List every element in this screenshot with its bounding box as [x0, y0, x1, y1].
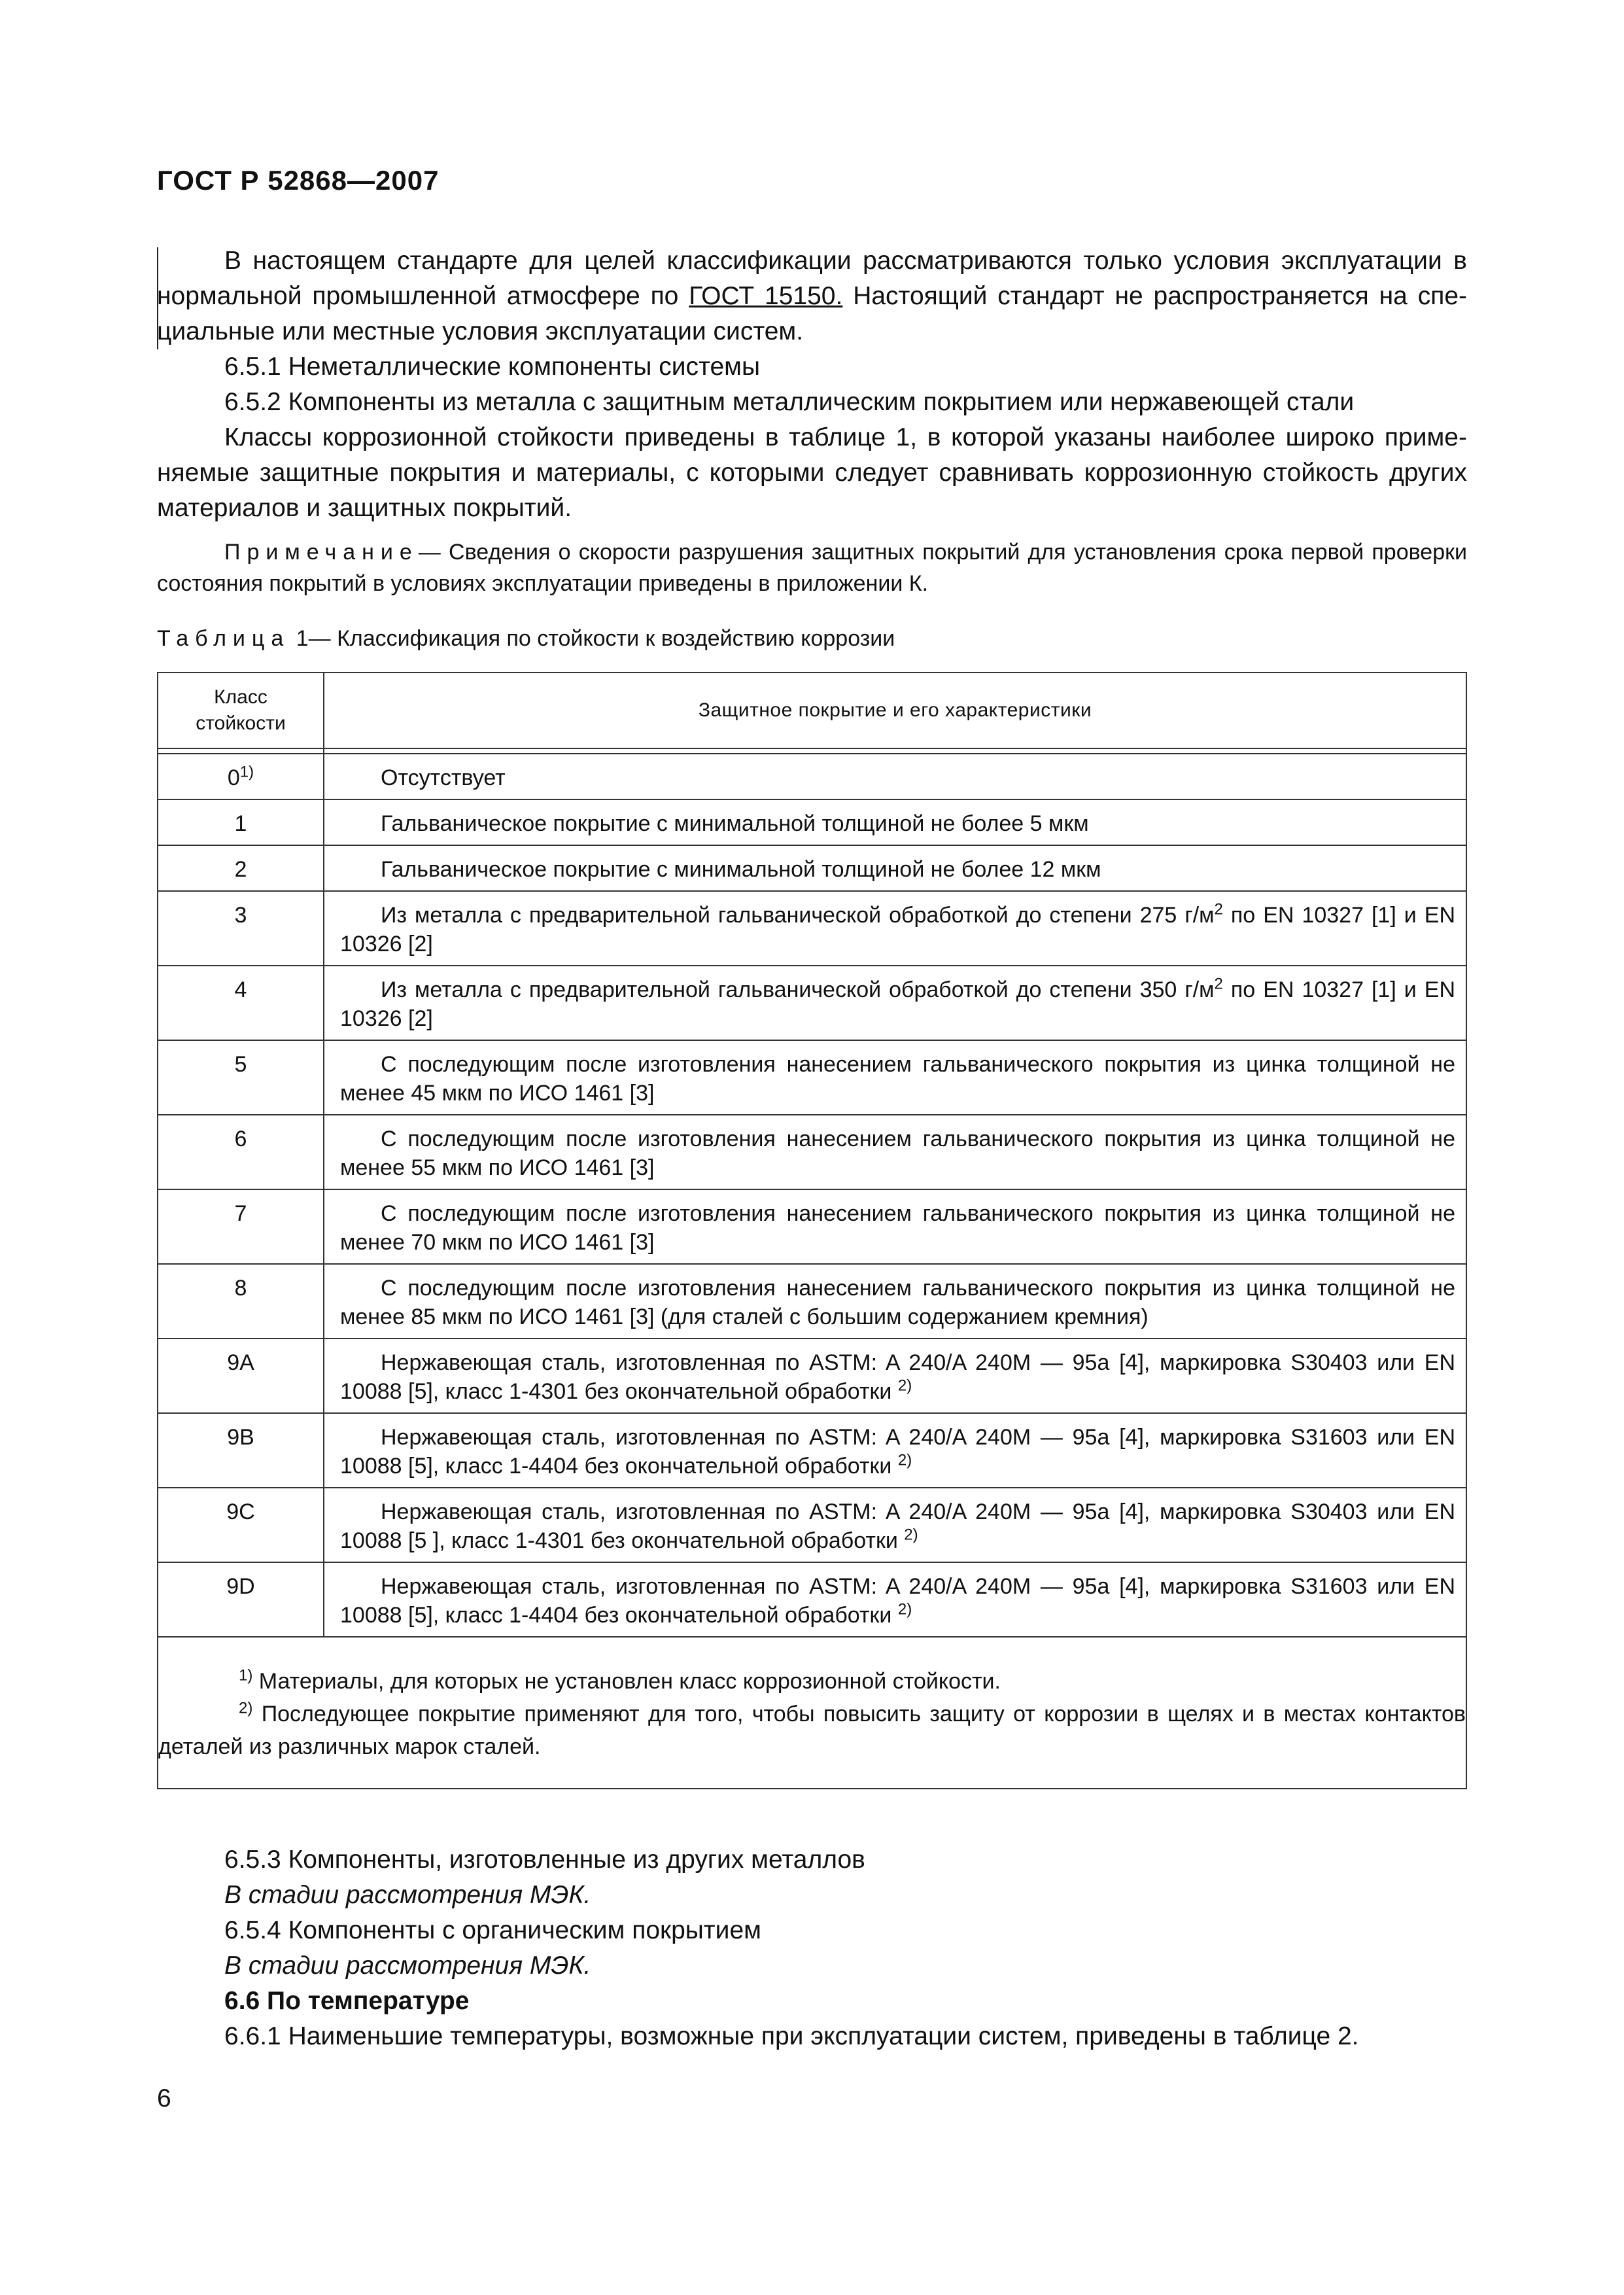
footnotes-cell	[158, 1637, 1466, 1789]
after-table-section	[157, 1842, 1467, 2054]
table-row	[158, 1562, 1466, 1637]
header-coating-cell: Защитное покрытие и его характеристики	[324, 673, 1466, 748]
note-text: — Сведения о скорости разрушения защитных покрытий для установления срока первой проверки состояния покрытий в условиях эксплуатации приведены в приложении К.	[157, 540, 1467, 596]
note-label: Примечание	[224, 540, 419, 565]
desc-superscript: 2)	[904, 1526, 918, 1544]
class-cell: 4	[158, 966, 324, 1040]
desc-part-b: по EN 10327 [1] и EN 10326 [2]	[340, 903, 1455, 956]
class-value: 0	[227, 765, 240, 790]
section-6-6-heading: 6.6 По температуре	[224, 1987, 470, 2015]
description-cell	[324, 1413, 1466, 1488]
table-row	[158, 799, 1466, 845]
description-cell: С последующим после изготовления нанесением гальванического покрытия из цинка толщиной не менее 45 мкм по ИСО 1461 [3]	[324, 1040, 1466, 1115]
class-cell: 5	[158, 1040, 324, 1115]
description-cell: С последующим после изготовления нанесением гальванического покрытия из цинка толщиной не менее 85 мкм по ИСО 1461 [3] (для сталей с большим содержанием кремния)	[324, 1264, 1466, 1339]
footnote-mark: 1)	[239, 1666, 253, 1685]
intro-paragraph	[157, 243, 1467, 349]
note-paragraph	[157, 536, 1467, 599]
class-cell: 2	[158, 845, 324, 891]
item-6-5-3-status: В стадии рассмотрения МЭК.	[224, 1881, 591, 1909]
intro-text-start: В настоящем стандарте для целей классификации рассматриваются только условия эксплуатации в нормальной промышленной атмосфере по	[157, 247, 1467, 310]
description-cell: С последующим после изготовления нанесением гальванического покрытия из цинка толщиной не менее 55 мкм по ИСО 1461 [3]	[324, 1115, 1466, 1189]
description-cell	[324, 1562, 1466, 1637]
table-row	[158, 891, 1466, 966]
page-number: 6	[157, 2084, 171, 2112]
table-footnotes-row	[158, 1637, 1466, 1789]
separator-cell	[324, 748, 1466, 754]
table-title-text: 1— Классификация по стойкости к воздействию коррозии	[296, 626, 895, 651]
class-footnote-mark: 1)	[239, 763, 254, 781]
description-cell	[324, 891, 1466, 966]
description-cell: Гальваническое покрытие с минимальной толщиной не более 5 мкм	[324, 799, 1466, 845]
class-cell: 9B	[158, 1413, 324, 1488]
desc-superscript: 2)	[897, 1451, 912, 1469]
header-class-line1: Класс	[214, 686, 268, 708]
desc-part-a: Нержавеющая сталь, изготовленная по ASTM: A 240/A 240M — 95a [4], маркировка S30403 или EN 10088 [5], класс 1-4301 без окончательной обработки	[340, 1350, 1455, 1404]
desc-part-a: Нержавеющая сталь, изготовленная по ASTM: A 240/A 240M — 95a [4], маркировка S31603 или EN 10088 [5], класс 1-4404 без окончательной обработки	[340, 1574, 1455, 1628]
item-6-5-2: 6.5.2 Компоненты из металла с защитным металлическим покрытием или нержавеющей стали	[224, 388, 1355, 416]
desc-part-a: Нержавеющая сталь, изготовленная по ASTM: A 240/A 240M — 95a [4], маркировка S31603 или EN 10088 [5], класс 1-4404 без окончательной обработки	[340, 1425, 1455, 1479]
item-6-5-4-status: В стадии рассмотрения МЭК.	[224, 1952, 591, 1980]
table-row	[158, 1189, 1466, 1264]
class-cell: 3	[158, 891, 324, 966]
corrosion-class-table	[157, 672, 1467, 1789]
item-6-5-1: 6.5.1 Неметаллические компоненты системы	[224, 353, 760, 381]
table-row	[158, 845, 1466, 891]
intro-section	[157, 243, 1467, 526]
class-cell	[158, 754, 324, 799]
document-code-header: ГОСТ Р 52868—2007	[157, 165, 440, 196]
footnote-text: Материалы, для которых не установлен класс коррозионной стойкости.	[252, 1669, 1001, 1694]
table-row	[158, 966, 1466, 1040]
table-row	[158, 1040, 1466, 1115]
description-cell: С последующим после изготовления нанесением гальванического покрытия из цинка толщиной не менее 70 мкм по ИСО 1461 [3]	[324, 1189, 1466, 1264]
item-6-5-3: 6.5.3 Компоненты, изготовленные из других металлов	[224, 1846, 865, 1874]
table-row	[158, 754, 1466, 799]
class-cell: 8	[158, 1264, 324, 1339]
table-row	[158, 1264, 1466, 1339]
description-cell	[324, 966, 1466, 1040]
separator-cell	[158, 748, 324, 754]
desc-superscript: 2	[1214, 900, 1223, 919]
footnote-2	[158, 1698, 1466, 1763]
class-cell: 6	[158, 1115, 324, 1189]
table-1-title	[157, 626, 895, 652]
header-class-line2: стойкости	[196, 712, 286, 734]
table-row	[158, 1339, 1466, 1413]
table-row	[158, 1413, 1466, 1488]
intro-text-end: Настоящий стандарт не распространяется на специальные или местные условия эксплуатации систем.	[157, 282, 1468, 345]
class-cell: 7	[158, 1189, 324, 1264]
footnote-1	[158, 1665, 1466, 1698]
description-cell	[324, 1339, 1466, 1413]
table-label: Таблица	[157, 626, 290, 651]
desc-part-a: Нержавеющая сталь, изготовленная по ASTM: A 240/A 240M — 95a [4], маркировка S30403 или EN 10088 [5 ], класс 1-4301 без окончательной обработки	[340, 1499, 1455, 1553]
desc-superscript: 2)	[897, 1376, 912, 1395]
class-cell: 9C	[158, 1488, 324, 1562]
gost-15150-link[interactable]: ГОСТ 15150.	[689, 282, 843, 310]
table-row	[158, 1115, 1466, 1189]
desc-part-a: Из металла с предварительной гальванической обработкой до степени 350 г/м	[381, 977, 1215, 1002]
header-class-cell	[158, 673, 324, 748]
class-cell: 9D	[158, 1562, 324, 1637]
class-cell: 9A	[158, 1339, 324, 1413]
footnote-text: Последующее покрытие применяют для того, чтобы повысить защиту от коррозии в щелях и в местах контактов деталей из различных марок сталей.	[158, 1702, 1466, 1759]
desc-superscript: 2	[1214, 975, 1223, 993]
desc-superscript: 2)	[897, 1600, 912, 1619]
table-header-row	[158, 673, 1466, 748]
header-separator-row	[158, 748, 1466, 754]
desc-part-a: Из металла с предварительной гальванической обработкой до степени 275 г/м	[381, 903, 1215, 928]
item-6-5-4: 6.5.4 Компоненты с органическим покрытием	[224, 1916, 761, 1944]
description-cell: Гальваническое покрытие с минимальной толщиной не более 12 мкм	[324, 845, 1466, 891]
item-6-6-1: 6.6.1 Наименьшие температуры, возможные при эксплуатации систем, приведены в таблице 2.	[224, 2022, 1359, 2050]
desc-part-b: по EN 10327 [1] и EN 10326 [2]	[340, 977, 1455, 1031]
description-cell: Отсутствует	[324, 754, 1466, 799]
class-cell: 1	[158, 799, 324, 845]
classes-paragraph: Классы коррозионной стойкости приведены в таблице 1, в которой указаны наиболее широко применяемые защитные покрытия и материалы, с которыми следует сравнивать коррозионную стойкость других материалов и защитных покрытий.	[157, 423, 1467, 522]
table-row	[158, 1488, 1466, 1562]
footnote-mark: 2)	[239, 1699, 253, 1717]
description-cell	[324, 1488, 1466, 1562]
